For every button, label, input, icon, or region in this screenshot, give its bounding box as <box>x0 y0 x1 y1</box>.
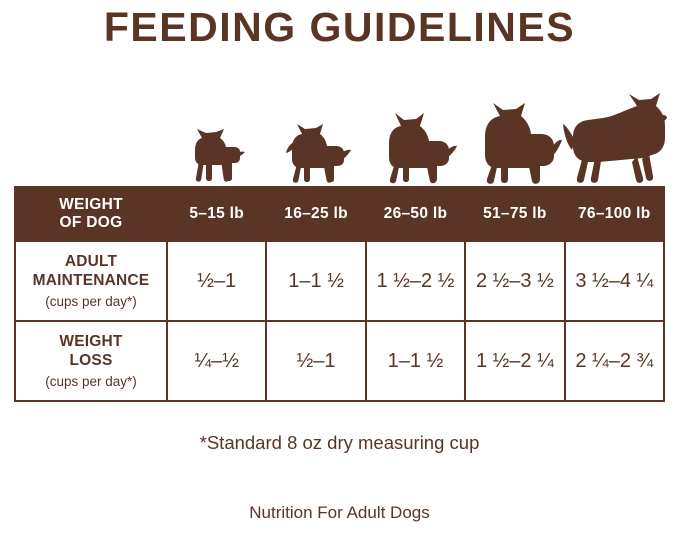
dog-cell-corner <box>14 92 164 184</box>
row1-value-1: ½–1 <box>167 241 266 321</box>
header-corner-cell <box>15 187 167 241</box>
dog-silhouette-xsmall-cell <box>164 92 264 184</box>
row1-value-4: 2 ½–3 ½ <box>465 241 564 321</box>
page-title: FEEDING GUIDELINES <box>103 4 576 50</box>
tagline: Nutrition For Adult Dogs <box>249 503 430 522</box>
table-row <box>15 321 664 401</box>
row2-value-2: ½–1 <box>266 321 365 401</box>
row1-label-line1: ADULT <box>64 252 118 270</box>
row1-label-line2: MAINTENANCE <box>32 271 150 289</box>
row1-value-2: 1–1 ½ <box>266 241 365 321</box>
dog-silhouette-xsmall-icon <box>182 128 246 184</box>
dog-silhouette-small-cell <box>264 92 364 184</box>
header-col-4: 51–75 lb <box>465 187 564 241</box>
table-header-row <box>15 187 664 241</box>
dog-silhouette-xlarge-icon <box>563 92 667 184</box>
dog-silhouette-small-icon <box>276 122 352 184</box>
row2-value-5: 2 ¼–2 ¾ <box>565 321 664 401</box>
header-corner-line1: WEIGHT <box>59 196 123 213</box>
dog-silhouette-row <box>14 92 665 184</box>
feeding-table <box>14 186 665 402</box>
header-col-2: 16–25 lb <box>266 187 365 241</box>
header-col-5: 76–100 lb <box>565 187 664 241</box>
row1-value-3: 1 ½–2 ½ <box>366 241 465 321</box>
table-row <box>15 241 664 321</box>
dog-silhouette-large-cell <box>464 92 564 184</box>
row2-label-sub: (cups per day*) <box>45 373 137 389</box>
row-label-adult-maintenance <box>15 241 167 321</box>
row1-value-5: 3 ½–4 ¼ <box>565 241 664 321</box>
dog-silhouette-medium-cell <box>364 92 464 184</box>
row2-label-line1: WEIGHT <box>59 332 123 350</box>
row2-label-line2: LOSS <box>69 351 113 369</box>
footnote-measuring-cup: *Standard 8 oz dry measuring cup <box>199 432 480 453</box>
header-col-1: 5–15 lb <box>167 187 266 241</box>
row2-value-3: 1–1 ½ <box>366 321 465 401</box>
header-corner-line2: OF DOG <box>59 214 123 231</box>
row-label-weight-loss <box>15 321 167 401</box>
dog-silhouette-xlarge-cell <box>564 92 665 184</box>
dog-silhouette-large-icon <box>466 100 562 184</box>
row2-value-4: 1 ½–2 ¼ <box>465 321 564 401</box>
dog-silhouette-medium-icon <box>371 112 457 184</box>
header-col-3: 26–50 lb <box>366 187 465 241</box>
row2-value-1: ¼–½ <box>167 321 266 401</box>
row1-label-sub: (cups per day*) <box>45 293 137 309</box>
